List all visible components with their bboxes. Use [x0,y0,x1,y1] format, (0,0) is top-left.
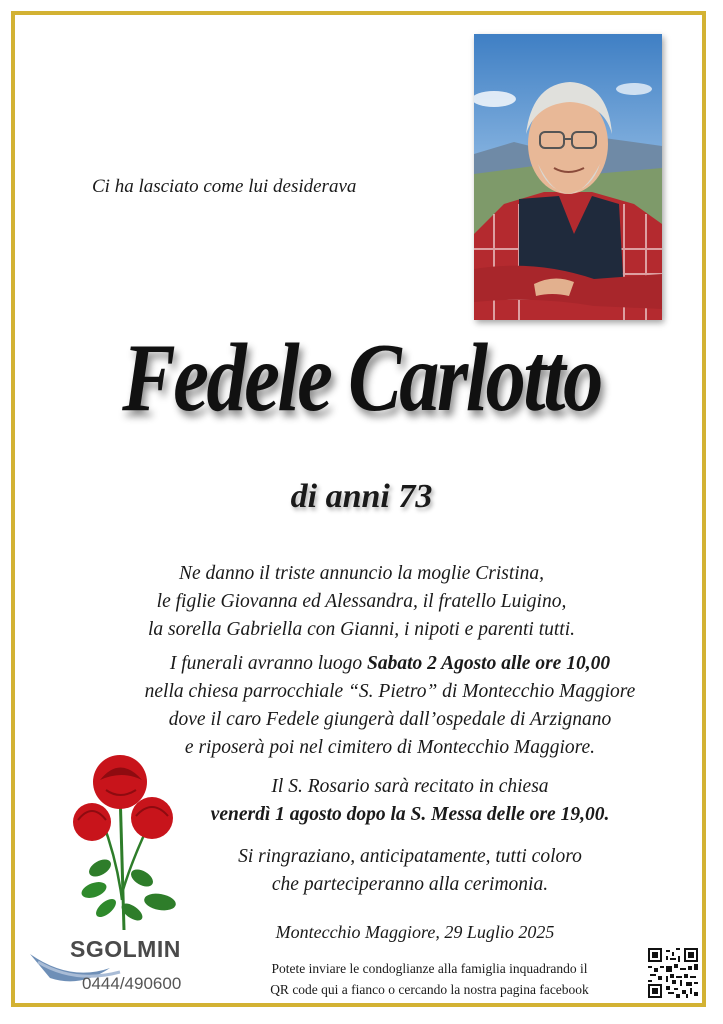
thanks-line: Si ringraziano, anticipatamente, tutti coloro [238,846,582,867]
funeral-block [0,650,723,762]
age-text: di anni 73 [290,478,433,515]
announcement-block [0,560,723,644]
funeral-line-4: e riposerà poi nel cimitero di Montecchio Maggiore. [184,737,596,758]
logo-name: SGOLMIN [70,936,181,962]
deceased-name: Fedele Carlotto [122,324,601,432]
intro-text: Ci ha lasciato come lui desiderava [92,176,357,197]
funeral-date: Sabato 2 Agosto alle ore 10,00 [367,653,611,674]
funeral-line-2: nella chiesa parrocchiale “S. Pietro” di Montecchio Maggiore [144,681,636,702]
logo-phone: 0444/490600 [82,974,182,993]
portrait-photo [474,34,662,320]
sgolmin-logo [30,938,205,998]
announcement-line: la sorella Gabriella con Gianni, i nipoti e parenti tutti. [148,619,575,640]
qr-code[interactable] [648,948,698,998]
announcement-line: le figlie Giovanna ed Alessandra, il fratello Luigino, [156,591,567,612]
place-date: Montecchio Maggiore, 29 Luglio 2025 [275,922,555,942]
thanks-line: che parteciperanno alla cerimonia. [271,874,549,895]
announcement-line: Ne danno il triste annuncio la moglie Cristina, [178,563,545,584]
funeral-line-1: I funerali avranno luogo Sabato 2 Agosto alle ore 10,00 [169,653,611,674]
funeral-line-3: dove il caro Fedele giungerà dall’ospedale di Arzignano [168,709,612,730]
rosary-line-1: Il S. Rosario sarà recitato in chiesa [271,776,549,797]
footer-note: Potete inviare le condoglianze alla famiglia inquadrando il QR code qui a fianco o cercando la nostra pagina facebook [270,961,589,997]
rose-illustration [62,750,192,935]
rosary-line-2: venerdì 1 agosto dopo la S. Messa delle ore 19,00. [210,804,610,825]
